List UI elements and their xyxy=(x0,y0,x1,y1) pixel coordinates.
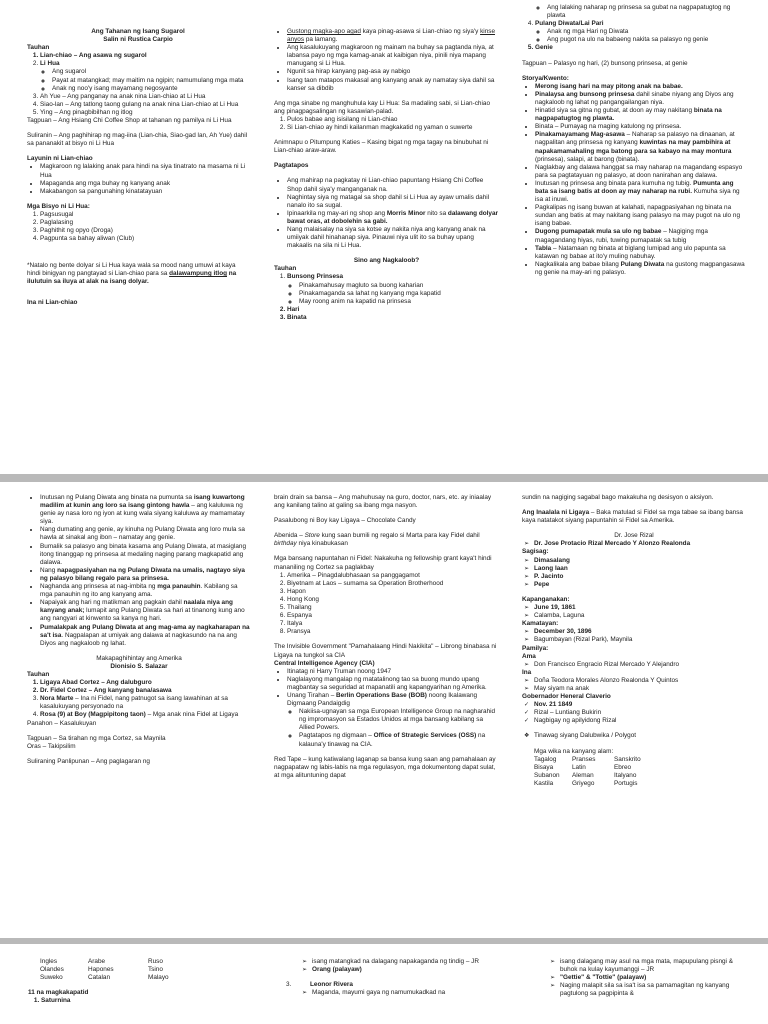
list-item: 1. Amerika – Pinagdalubhasaan sa panggagamot xyxy=(287,572,499,580)
list-item: 2. Hari xyxy=(287,306,499,314)
paragraph: The Invisible Government "Pamahalaang Hindi Nakikita" – Librong binabasa ni Ligaya na tungkol sa CIA xyxy=(274,643,497,659)
list-item: ◦ Payat at matangkad; may maitim na ngipin; namumulang mga mata xyxy=(52,77,249,85)
table-row: Olandes Hapones Tsino xyxy=(40,966,163,974)
section-heading: 11 na magkakapatid xyxy=(28,989,89,997)
list-item: 2. Dr. Fidel Cortez – Ang kanyang bana/asawa xyxy=(40,687,251,695)
list-item: 1. Pulos babae ang isisilang ni Lian-chiao xyxy=(287,116,499,124)
list-item: • Naglalayong mangalap ng matatalinong tao sa buong mundo upang magbantay sa seguridad at mapanatili ang kapangyarihan ng Amerika. xyxy=(287,676,499,692)
list-item: ➢ "Gettie" & "Tottie" (palayaw) xyxy=(560,974,746,982)
paragraph: sundin na nagiging sagabal bago makakuha ng desisyon o aksiyon. xyxy=(522,494,714,501)
list-item: • Hinatid siya sa gitna ng gubat, at doon ay may nakitang binata na nagpapatugtog ng plawta. xyxy=(535,107,746,123)
note-paragraph: *Natalo ng bente dolyar si Li Hua kaya wala sa mood nang umuwi at kaya hindi binigyan ng pangtayad si Lian-chiao para sa dalawampung itlog na ilulutuin sa iluya at alak na isang dolyar. xyxy=(27,262,237,286)
list-item: • Napaiyak ang hari ng matikman ang pagkain dahil naalala niya ang kanyang anak; lumapit ang Pulang Diwata sa hari at tinanong kung ano ang nangyari at kinwento sa kanya ng hari. xyxy=(40,599,251,623)
list-item: • Nagkalikala ang babae bilang Pulang Diwata na gustong magpangasawa ng genie na may-ari ng palasyo. xyxy=(535,261,746,277)
list-item: ◦ Pinakamaganda sa lahat ng kanyang mga kapatid xyxy=(299,290,499,298)
paragraph: Suliraning Panlipunan – Ang paglagaran ng xyxy=(27,757,150,765)
list-item: 2. Li Hua ◦ Ang sugarol ◦ Payat at matangkad; may maitim na ngipin; namumulang mga mata ◦ Anak ng noo'y isang mayamang negosyante xyxy=(40,60,249,92)
list-item: ➢ P. Jacinto xyxy=(534,573,746,581)
list-item: ➢ Maganda, mayumi gaya ng namumukadkad na xyxy=(312,989,499,997)
list-item: 3. Hapon xyxy=(287,588,499,596)
paragraph: Animnapu o Pitumpung Katies – Kasing bigat ng mga tagay na binubuhat ni Lian-chiao araw-araw. xyxy=(274,139,489,155)
list-item: 1. Ligaya Abad Cortez – Ang dalubguro xyxy=(40,679,251,687)
list-item: 2. Paglalasing xyxy=(40,219,249,227)
list-item: ◦ May roong anim na kapatid na prinsesa xyxy=(299,298,499,306)
list-item: • Nang dumating ang genie, ay kinuha ng Pulang Diwata ang loro mula sa hawla at sinakal ang ibon – namatay ang genie. xyxy=(40,526,251,542)
list-item: 5. Thailang xyxy=(287,604,499,612)
list-item: ➢ Laong Iaan xyxy=(534,565,746,573)
list-item: ➢ isang matangkad na dalagang napakaganda ng tindig – JR xyxy=(312,958,499,966)
list-item: 3. Binata xyxy=(287,314,499,322)
list-item: • Itinatag ni Harry Truman noong 1947 xyxy=(287,668,499,676)
list-item: • Pinakamayamang Mag-asawa – Naharap sa palasyo na dinaanan, at nagpalitan ang prinsesa ng kanyang kuwintas na may pambihira at napakamamahaling mga batong para sa kabayo na may montura (prinsesa), salapi, at barong (binata). xyxy=(535,131,746,163)
table-row: Ingles Arabe Ruso xyxy=(40,958,163,965)
list-item: ➢ May siyam na anak xyxy=(534,685,746,693)
list-item: • Nang napagpasiyahan na ng Pulang Diwata na umalis, nagtayo siya ng palasyo bilang regalo para sa prinsesa. xyxy=(40,567,251,583)
paragraph: Tagpuan – Ang Hsiang Chi Coffee Shop at tahanan ng pamilya ni Li Hua xyxy=(27,117,232,125)
column-3 xyxy=(522,494,746,788)
list-item: 4. Siao-lan – Ang tatlong taong gulang na anak nina Lian-chiao at Li Hua xyxy=(40,101,249,109)
list-item: 5. Ying – Ang pinagbibilhan ng itlog xyxy=(40,109,249,117)
list-item: 4. Pulang Diwata/Lai Pari ◦ Anak ng mga Hari ng Diwata ◦ Ang pugot na ulo na babaeng nakita sa palasyo ng genie xyxy=(535,20,746,44)
list-item: ✓ Rizal – Luntiang Bukirin xyxy=(534,709,746,717)
section-heading: Kapanganakan: xyxy=(522,595,570,603)
list-item: 3. Nora Marte – Ina ni Fidel, nang patnugot sa isang lawahinan at sa kasalukuyang persyonado na xyxy=(40,695,251,711)
section-heading: Central Intelligence Agency (CIA) xyxy=(274,659,375,667)
paragraph: Ang mga sinabe ng manghuhula kay Li Hua: Sa madaling sabi, si Lian-chiao ang pinagpagsalingan ng kasawian-palad. xyxy=(274,99,490,115)
column-1 xyxy=(28,958,240,1005)
list-item: • Bumalik sa palasyo ang binata kasama ang Pulang Diwata, at masiglang itong tinanggap ng prinsesa at medaling naging parang magkapatid ang dalawa. xyxy=(40,543,251,567)
paragraph: brain drain sa bansa – Ang mahuhusay na guro, doctor, nars, etc. ay iniaalay ang kanilang talino at galing sa ibang mga nasyon. xyxy=(274,494,492,510)
story-title: Ang Tahanan ng Isang Sugarol xyxy=(91,28,185,35)
list-item: • Inutusan ng prinsesa ang binata para kumuha ng tubig. Pumunta ang bata sa isang batis at doon ay may naharap na rubi. Kumuha siya ng isa at inuwi. xyxy=(535,180,746,204)
list-item: ➢ Dr. Jose Protacio Rizal Mercado Y Alonzo Realonda xyxy=(534,540,746,548)
list-item: • Pagkalipas ng isang buwan at kalahati, napagpasiyahan ng binata na sundan ang batis at may nakitang isang palasyo na may pugot na ulo ng isang babae. xyxy=(535,204,746,228)
list-item: 6. Espanya xyxy=(287,612,499,620)
list-item: ◦ Pagtatapos ng digmaan – Office of Strategic Services (OSS) na kalauna'y tinawag na CIA. xyxy=(299,732,499,748)
paragraph: Abenida – Store kung saan bumili ng regalo si Marta para kay Fidel dahil birthday niya kinabukasan xyxy=(274,532,480,548)
list-item: • Binata – Pumayag na maging katulong ng prinsesa. xyxy=(535,123,746,131)
paragraph: Ang Inaalala ni Ligaya – Baka matulad si Fidel sa mga tabae sa ibang bansa kaya natatakot siyang papuntahin si Fidel sa Amerika. xyxy=(522,509,743,525)
list-item: ➢ Calamba, Laguna xyxy=(534,612,746,620)
section-heading: Tauhan xyxy=(27,44,50,52)
section-heading: Ina ni Lian-chiao xyxy=(27,298,78,306)
list-item: • Merong isang hari na may pitong anak na babae. xyxy=(535,83,746,91)
list-item: ◦ Pinakamahusay magluto sa buong kaharian xyxy=(299,282,499,290)
list-item: 2. Si Lian-chiao ay hindi kailanman magkakatid ng yaman o suwerte xyxy=(287,124,499,132)
column-2 xyxy=(274,28,499,322)
page-gap xyxy=(0,474,768,482)
table-row: Tagalog Pranses Sanskrito xyxy=(534,755,641,763)
list-item: ➢ isang dalagang may asul na mga mata, mapupulang pisngi & buhok na kulay kayumanggi – JR xyxy=(560,958,746,974)
list-item: ◦ Ang pugot na ulo na babaeng nakita sa palasyo ng genie xyxy=(547,36,746,44)
list-item: • Nang malaisalay na siya sa kotse ay nakita niya ang kanyang anak na umiiyak dahil hinahanap siya. Pinauwi niya ulit ito sa buhay upang makaalis na sila ni Li Hua. xyxy=(287,226,499,250)
section-title: Makapaghihintay ang Amerika xyxy=(96,654,182,662)
list-item: ➢ Doña Teodora Morales Alonzo Realonda Y Quintos xyxy=(534,677,746,685)
list-item: ➢ December 30, 1896 xyxy=(534,628,746,636)
list-item: 8. Pransya xyxy=(287,628,499,636)
section-author: Dionisio S. Salazar xyxy=(110,662,168,670)
column-3 xyxy=(522,958,746,998)
section-heading: Mga Bisyo ni Li Hua: xyxy=(27,202,90,210)
list-item: • Isang taon matapos makasal ang kanyang anak ay namatay siya dahil sa kanser sa dibdib xyxy=(287,77,499,93)
section-heading: Pamilya: xyxy=(522,644,549,652)
list-item: • Dugong pumapatak mula sa ulo ng babae – Nagiging mga magagandang hiyas, rubi, tuwing pumapatak sa tubig xyxy=(535,228,746,244)
column-1 xyxy=(27,28,249,307)
list-item: ➢ June 19, 1861 xyxy=(534,604,746,612)
list-item: • Ang mahirap na pagkatay ni Lian-chiao papuntang Hsiang Chi Coffee Shop dahil siya'y manganganak na. xyxy=(287,177,499,193)
column-2 xyxy=(274,494,499,780)
list-item: ➢ Naging malapit sila sa isa't isa sa pamamagitan ng kanyang pagtulong sa pagpipinta & xyxy=(560,982,746,998)
section-heading: Storya/Kwento: xyxy=(522,74,569,82)
list-item: 1. Bunsong Prinsesa ◦ Pinakamahusay magluto sa buong kaharian ◦ Pinakamaganda sa lahat ng kanyang mga kapatid ◦ May roong anim na kapatid na prinsesa xyxy=(287,273,499,305)
list-item: • Ang kasalukuyang magkaroon ng mainam na buhay sa pagtanda niya, at labansa payo ng mga kamag-anak at kaibigan niya, pinili niya mapang manugang si Li Hua. xyxy=(287,44,499,68)
list-item: ➢ Pepe xyxy=(534,581,746,589)
list-item: • Magkaroon ng lalaking anak para hindi na siya tinatrato na masama ni Li Hua xyxy=(40,163,249,179)
story-translator: Salin ni Rustica Carpio xyxy=(103,36,173,44)
list-item: 3. Leonor Rivera xyxy=(286,981,353,989)
list-item: • Makabangon sa pangunahing kinatatayuan xyxy=(40,188,249,196)
section-heading: Tauhan xyxy=(274,265,297,273)
paragraph: Suliranin – Ang paghihirap ng mag-iina (Lian-chia, Siao-gad lan, Ah Yue) dahil sa pananakit at bisyo ni Li Hua xyxy=(27,132,248,148)
paragraph: Red Tape – kung katiwalang laganap sa bansa kung saan ang pamahalaan ay nagpapataw ng labis-labis na mga regulasyon, mga dokumentong dapat sulat, at mga alituntuning dapat xyxy=(274,755,496,779)
list-item: ◦ Ang lalaking naharap ng prinsesa sa gubat na nagpapatugtog ng plawta xyxy=(547,4,746,20)
list-item: • Unang Tirahan – Berlin Operations Base (BOB) noong Ikalawang Digmaang Pandaigdig ◦ Nakiisa-ugnayan sa mga European Intelligence Group na nagharahid ng impromasyon sa Estados Unidos at mga bansang kabilang sa Allied Powers. ◦ Pagtatapos ng digmaan – Office of Strategic Services (OSS) na kalauna'y tinawag na CIA. xyxy=(287,692,499,749)
list-item: • Naglakbay ang dalawa hanggat sa may naharap na magandang espasyo para sa pagtatayuan ng palasyo, at doon nanirahan ang dalawa. xyxy=(535,164,746,180)
list-item: 3. Ah Yue – Ang panganay na anak nina Lian-chiao at Li Hua xyxy=(40,93,249,101)
list-item: 1. Lian-chiao – Ang asawa ng sugarol xyxy=(40,52,249,60)
table-row: Subanon Aleman Italyano xyxy=(534,771,637,779)
list-item: 1. Pagsusugal xyxy=(40,211,249,219)
list-item: 3. Paghithit ng opyo (Droga) xyxy=(40,227,249,235)
section-heading: Mga wika na kanyang alam: xyxy=(534,747,614,755)
list-item: 5. Genie xyxy=(535,44,746,52)
list-item: 2. Biyetnam at Laos – sumama sa Operation Brotherhood xyxy=(287,580,499,588)
list-item: • Mapaganda ang mga buhay ng kanyang anak xyxy=(40,180,249,188)
table-row: Kastila Griyego Portugis xyxy=(534,779,638,787)
list-item: ➢ Don Francisco Engracio Rizal Mercado Y Alejandro xyxy=(534,661,746,669)
list-item: • Naghintay siya ng matagal sa shop dahil si Li Hua ay ayaw umalis dahil nanalo ito sa sugal. xyxy=(287,194,499,210)
table-row: Suweko Catalan Malayo xyxy=(40,974,169,982)
list-item: • Gustong magka-apo agad kaya pinag-asawa si Lian-chiao ng siya'y kinse anyos pa lamang. xyxy=(287,28,499,44)
list-item: ◦ Anak ng mga Hari ng Diwata xyxy=(547,28,746,36)
paragraph: Mga bansang napuntahan ni Fidel: Nakakuha ng fellowship grant kaya't hindi mananiling ng Cortez sa paglakbay xyxy=(274,555,492,571)
list-item: • Ipinaarkila ng may-ari ng shop ang Morris Minor nito sa dalawang dolyar bawat oras, at dobolehin sa gabi. xyxy=(287,210,499,226)
column-1 xyxy=(27,494,251,766)
section-heading: Kamatayan: xyxy=(522,620,559,628)
list-item: 4. Rosa (9) at Boy (Magpipitong taon) – Mga anak nina Fidel at Ligaya xyxy=(40,711,251,719)
paragraph: Panahon – Kasalukuyan xyxy=(27,719,97,727)
list-item: ➢ Dimasalang xyxy=(534,557,746,565)
list-item: • Pinalaysa ang bunsong prinsesa dahil sinabe niyang ang Diyos ang nagkaloob ng lahat ng pangangailangan niya. xyxy=(535,91,746,107)
section-heading: Gobernador Heneral Claverio xyxy=(522,693,611,701)
section-heading: Pagtatapos xyxy=(274,162,309,170)
list-item: ◦ Ang sugarol xyxy=(52,68,249,76)
list-item: ◦ Nakiisa-ugnayan sa mga European Intelligence Group na nagharahid ng impromasyon sa Estados Unidos at mga bansang kabilang sa Allied Powers. xyxy=(299,708,499,732)
list-item: 4. Hong Kong xyxy=(287,596,499,604)
list-item: ❖ Tinawag siyang Dalubwika / Polygot xyxy=(534,732,746,740)
section-title: Dr. Jose Rizal xyxy=(614,532,654,540)
section-heading: Layunin ni Lian-chiao xyxy=(27,155,93,163)
table-row: Bisaya Latin Ebreo xyxy=(534,763,632,771)
document-page-3 xyxy=(0,944,768,1024)
list-item: ➢ Bagumbayan (Rizal Park), Maynila xyxy=(534,636,746,644)
list-item xyxy=(535,4,746,20)
list-item: 1. Saturnina xyxy=(41,997,240,1005)
section-heading: Ina xyxy=(522,668,532,676)
list-item: 4. Pagpunta sa bahay aliwan (Club) xyxy=(40,235,249,243)
section-heading: Sagisag: xyxy=(522,548,549,556)
section-title: Sino ang Nagkaloob? xyxy=(353,257,420,265)
list-item: ✓ Nagbigay ng apilyidong Rizal xyxy=(534,717,746,725)
languages-table xyxy=(534,756,647,788)
list-item: ◦ Anak ng noo'y isang mayamang negosyante xyxy=(52,85,249,93)
document-page-1 xyxy=(0,0,768,474)
paragraph: Tagpuan – Palasyo ng hari, (2) bunsong prinsesa, at genie xyxy=(522,59,688,67)
list-item: • Ngunit sa hirap kanyang pag-asa ay nabigo xyxy=(287,68,499,76)
paragraph: Oras – Takipsilim xyxy=(27,742,76,750)
paragraph: Pasalubong ni Boy kay Ligaya – Chocolate Candy xyxy=(274,517,416,525)
languages-table xyxy=(40,958,175,982)
column-3 xyxy=(522,4,746,277)
list-item: • Pumalakpak ang Pulang Diwata at ang mag-ama ay nagkaharapan na sa't isa. Nagpalapan at umiyak ang dalawa at nagkasundo na na ang Diyos ang nagkaloob ng lahat. xyxy=(40,624,251,648)
document-page-2 xyxy=(0,482,768,938)
list-item: 7. Italya xyxy=(287,620,499,628)
paragraph: Tagpuan – Sa tirahan ng mga Cortez, sa Maynila xyxy=(27,734,166,742)
list-item: • Inutusan ng Pulang Diwata ang binata na pumunta sa isang kuwartong madilim at kunin ang loro sa isang gintong hawla – ang kaluluwa ng genie ay nasa loro ng iyon at kung wala siyang kaluluwa ay mamamatay siya. xyxy=(40,494,251,526)
list-item: • Naghanda ang prinsesa at nag-imbita ng mga panauhin. Kabilang sa mga panauhin ng ito ang kanyang ama. xyxy=(40,583,251,599)
list-item: • Tabla – Natamaan ng binata at biglang lumipad ang ulo papunta sa katawan ng babae at ito'y muling nabuhay. xyxy=(535,245,746,261)
section-heading: Ama xyxy=(522,652,536,660)
list-item: ➢ Orang (palayaw) xyxy=(312,966,499,974)
column-2 xyxy=(274,958,499,997)
list-item: ✓ Nov. 21 1849 xyxy=(534,701,746,709)
section-heading: Tauhan xyxy=(27,670,50,678)
